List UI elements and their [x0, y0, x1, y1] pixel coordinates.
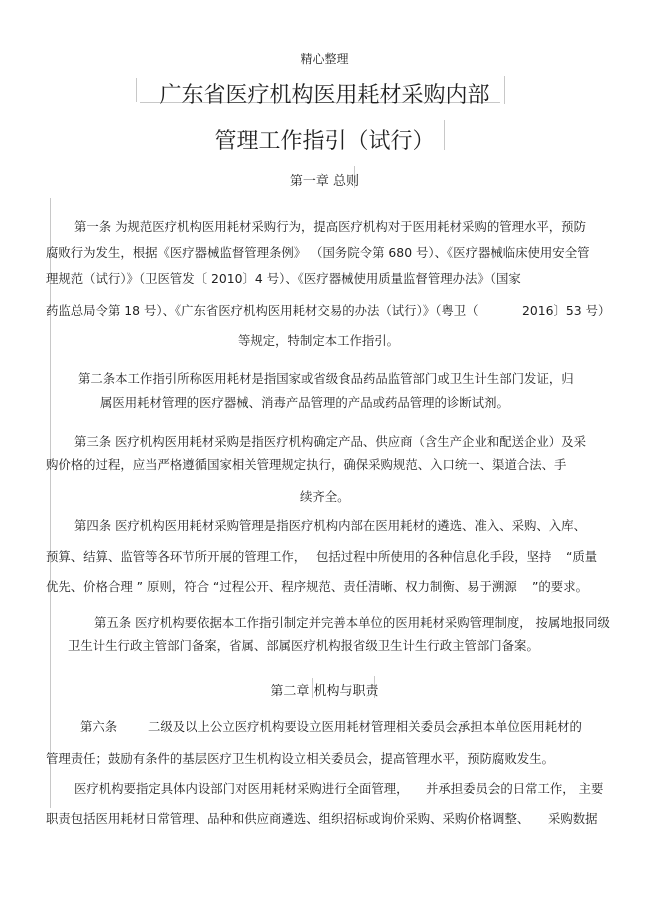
article2-line2: 属医用耗材管理的医疗器械、消毒产品管理的产品或药品管理的诊断试剂。 — [100, 395, 509, 410]
document-title-line2: 管理工作指引（试行） — [214, 129, 435, 154]
article5-line2: 卫生计生行政主管部门备案，省属、部属医疗机构报省级卫生计生行政主管部门备案。 — [68, 638, 539, 653]
article6-line1a: 第六条 — [80, 719, 118, 734]
chapter1-heading: 第一章 总则 — [289, 174, 360, 189]
article1-line4-end: 2016〕53 号） — [522, 303, 611, 318]
article6-line4b: 采购数据 — [548, 811, 598, 826]
article6-line2: 管理责任；鼓励有条件的基层医疗卫生机构设立相关委员会，提高管理水平，预防腐败发生。 — [46, 751, 555, 766]
article4-line3b: ”的要求。 — [532, 579, 588, 594]
header-note: 精心整理 — [300, 52, 349, 66]
article6-line1c: 承担本单位医用耗材的 — [458, 719, 582, 734]
article3-line1: 第三条 医疗机构医用耗材采购是指医疗机构确定产品、供应商（含生产企业和配送企业）及采 — [74, 434, 586, 449]
article3-line3: 续齐全。 — [300, 489, 350, 504]
article3-line2: 购价格的过程，应当严格遵循国家相关管理规定执行，确保采购规范、入口统一、渠道合法、手 — [46, 457, 567, 472]
article1-line5: 等规定，特制定本工作指引。 — [238, 333, 400, 348]
article6-line1b: 二级及以上公立医疗机构要设立医用耗材管理相关委员会， — [148, 719, 471, 734]
article1-line2: 腐败行为发生，根据《医疗器械监督管理条例》 （国务院令第 680 号）、《医疗器械临床使用安全管 — [46, 245, 590, 260]
article4-line2b: 包括过程中所使用的各种信息化手段，坚持 — [316, 549, 552, 564]
article4-line2c: “质量 — [566, 549, 598, 564]
chapter2-heading: 第二章 机构与职责 — [270, 684, 379, 699]
article5-line1: 第五条 医疗机构要依据本工作指引制定并完善本单位的医用耗材采购管理制度， 按属地报同级 — [94, 615, 610, 630]
scan-line — [50, 198, 51, 808]
article4-line1: 第四条 医疗机构医用耗材采购管理是指医疗机构内部在医用耗材的遴选、准入、采购、入库、 — [74, 518, 586, 533]
article4-line3a: 优先、价格合理 ” 原则，符合 “过程公开、程序规范、责任清晰、权力制衡、易于溯源 — [46, 579, 517, 594]
article6-line3a: 医疗机构要指定具体内设部门对医用耗材采购进行全面管理， — [74, 781, 409, 796]
article6-line4a: 职责包括医用耗材日常管理、品种和供应商遴选、组织招标或询价采购、采购价格调整、 — [46, 811, 530, 826]
article6-line3b: 并承担委员会的日常工作， 主要 — [426, 781, 604, 796]
article1-line4: 药监总局令第 18 号）、《广东省医疗机构医用耗材交易的办法（试行）》（粤卫（ — [46, 303, 479, 318]
article1-line1: 第一条 为规范医疗机构医用耗材采购行为，提高医疗机构对于医用耗材采购的管理水平，预防 — [74, 219, 586, 234]
document-title-line1: 广东省医疗机构医用耗材采购内部 — [159, 83, 490, 108]
article2-line1: 第二条本工作指引所称医用耗材是指国家或省级食品药品监管部门或卫生计生部门发证，归 — [78, 371, 574, 386]
article4-line2a: 预算、结算、监管等各环节所开展的管理工作， — [46, 549, 307, 564]
article1-line3: 理规范（试行）》（卫医管发〔 2010〕4 号）、《医疗器械使用质量监督管理办法》（国家 — [46, 271, 521, 286]
